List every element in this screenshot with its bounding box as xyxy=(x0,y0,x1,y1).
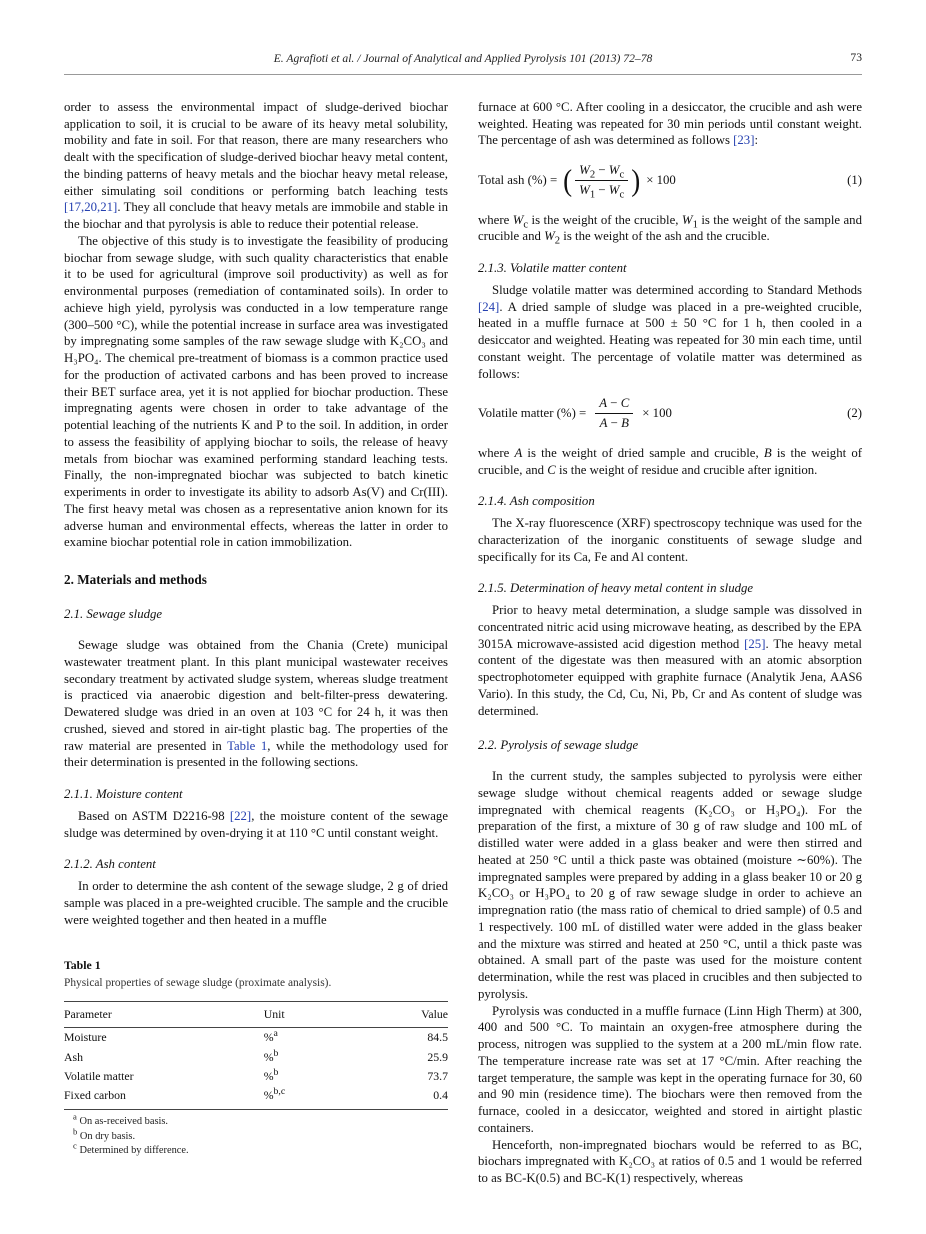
cell-unit: %$^b$ xyxy=(263,1047,279,1064)
paragraph: Sludge volatile matter was determined according to Standard Methods [24]. A dried sample of sludge was placed in a pre-weighted crucible, heated in a muffle furnace at 500 ± 50 °C for 1 h, then cooled in a desiccator and weighted. Heating was repeated for 30 min each time, until constant weight. The percentage of volatile matter was determined as follows: xyxy=(478,282,862,381)
paragraph: order to assess the environmental impact of sludge-derived biochar application to soil, it is crucial to be aware of its heavy metal solubility, mobility and fate in soil. For that reason, there are many researchers who dealt with the specification of sludge-derived biochar heavy metal content, the binding patterns of heavy metals and the biochar heavy metal release, either simulating soil conditions or performing batch leaching tests [17,20,21]. They all conclude that heavy metals are immobile and stable in the biochar and that pyrolysis is able to reduce their potential release. xyxy=(64,99,448,231)
subsection-heading-moisture-content: 2.1.1. Moisture content xyxy=(64,787,183,802)
table-1-grid xyxy=(64,1001,448,1110)
paragraph: The objective of this study is to investigate the feasibility of producing biochar from sewage sludge, with such quality characteristics that enable it to be used for agricultural (improve soil productivity) as well as for environmental purposes (remediation of contaminated soils). In order to achieve high yield, pyrolysis was conducted in a low temperature range (300–500 °C), while the potential increase in surface area was investigated by impregnating some samples of the raw sewage sludge with K₂CO₃ and H₃PO₄. The chemical pre-treatment of biomass is a common practice used for the production of activated carbons and has been proved to increase their BET surface area, yet it is not applied for biochar production. These impregnating agents were chosen in order to take advantage of the potential leaching of the nutrients K and P to the soil. In addition, in order to assess the feasibility of applying biochar to soils, the release of heavy metals from biochar was examined performing standard leaching tests. Finally, the non-impregnated biochar was subjected to batch kinetic experiments in order to investigate its ability to adsorb As(V) and Cr(III). The first heavy metal was chosen as a representative anion known for its adverse human and environmental effects, whereas the latter in order to examine biochar potential role in cation immobilization. xyxy=(64,233,448,550)
table-row xyxy=(64,1086,448,1109)
cell-value: 25.9 xyxy=(427,1049,448,1064)
table-header-value: Value xyxy=(379,1001,448,1027)
citation-link[interactable]: [17,20,21] xyxy=(64,200,118,215)
paragraph: where $W_c$ is the weight of the crucible, $W_1$ is the weight of the sample and crucible and $W_2$ is the weight of the ash and the crucible. xyxy=(478,212,862,247)
cell-parameter: Fixed carbon xyxy=(64,1086,264,1109)
fraction xyxy=(595,395,633,432)
citation-link[interactable]: [22] xyxy=(229,808,252,823)
cell-parameter: Volatile matter xyxy=(64,1069,134,1084)
table-1 xyxy=(64,958,448,1158)
cell-value: 0.4 xyxy=(379,1086,448,1109)
paragraph: Henceforth, non-impregnated biochars would be referred to as BC, biochars impregnated with K₂CO₃ at ratios of 0.5 and 1 would be referred to as BC-K(0.5) and BC-K(1) respectively, whereas xyxy=(478,1137,862,1185)
citation-link[interactable]: [24] xyxy=(478,299,500,314)
fraction-paren-open: ( xyxy=(563,162,573,197)
paragraph: In the current study, the samples subjected to pyrolysis were either sewage sludge without chemical reagents added or sewage sludge impregnated with chemical reagents (K₂CO₃ or H₃PO₄). For the preparation of the first, a mixture of 30 g of raw sludge and 100 mL of distilled water were added in a glass beaker and were then stirred and heated at 250 °C until a thick paste was obtained (moisture ∼60%). The impregnated samples were prepared by adding in a glass beaker 10 or 20 g K₂CO₃ or H₃PO₄ to 20 g of raw sewage sludge in order to achieve an impregnation ratio (the mass ratio of chemical to dried sample) of 0.5 and 1 respectively. 100 mL of distilled water were added in the glass beaker and the mixture was stirred and heated at 250 °C, until a thick paste was obtained. A small part of the paste was used for the moisture content determination, while the rest was placed in crucibles and then subjected to pyrolysis. xyxy=(478,769,862,1001)
citation-link[interactable]: [23] xyxy=(733,133,755,148)
paragraph: where A is the weight of dried sample and crucible, B is the weight of crucible, and C is the weight of residue and crucible after ignition. xyxy=(478,445,862,477)
cell-value: 84.5 xyxy=(427,1030,448,1045)
cell-unit: %$^{b,c}$ xyxy=(264,1086,379,1109)
section-heading-materials-methods: 2. Materials and methods xyxy=(64,572,207,587)
subsection-heading-ash-content: 2.1.2. Ash content xyxy=(64,857,156,872)
table-footnote: $^c$ Determined by difference. xyxy=(73,1140,189,1157)
fraction-denominator: $W_1 - W_c$ xyxy=(579,182,625,201)
equation-multiplier: × 100 xyxy=(646,172,676,187)
fraction-paren-close: ) xyxy=(631,162,641,197)
cell-parameter: Ash xyxy=(64,1049,84,1064)
left-column xyxy=(64,99,448,1187)
subsection-heading-volatile-matter: 2.1.3. Volatile matter content xyxy=(478,261,627,275)
paragraph: Pyrolysis was conducted in a muffle furnace (Linn High Therm) at 300, 400 and 500 °C. To maintain an oxygen-free atmosphere during the process, nitrogen was supplied to the system at a 200 mL/min flow rate. The temperature increase rate was set at 17 °C/min. After reaching the target temperature, the sample was kept in the operating furnace for 30, 60 and 90 min (residence time). The biochars were then removed from the furnace, cooled in a desiccator, weighted and stored in airtight plastic containers. xyxy=(478,1003,862,1135)
fraction-denominator: A − B xyxy=(599,416,629,430)
equation-1 xyxy=(478,162,862,199)
table-row xyxy=(64,1067,448,1086)
table-header-unit: Unit xyxy=(264,1001,379,1027)
table-1-link[interactable]: Table 1 xyxy=(227,738,268,753)
cell-parameter: Moisture xyxy=(64,1030,107,1045)
citation-link[interactable]: [25] xyxy=(744,636,766,651)
running-title: E. Agrafioti et al. / Journal of Analytical and Applied Pyrolysis 101 (2013) 72–78 xyxy=(273,52,653,65)
table-1-label: Table 1 xyxy=(64,958,101,973)
paragraph: Prior to heavy metal determination, a sludge sample was dissolved in concentrated nitric acid using microwave heating, as described by the EPA 3015A microwave-assisted acid digestion method [25]. The heavy metal content of the digestate was then measured with an atomic absorption spectrophotometer equipped with graphite furnace (Analytik Jena, AAS6 Vario). In this study, the Cd, Cu, Ni, Pb, Cr and As content of sludge was determined. xyxy=(478,603,862,718)
table-row xyxy=(64,1028,448,1048)
table-footnote: $^b$ On dry basis. xyxy=(73,1126,136,1142)
two-column-body xyxy=(64,99,862,1187)
table-header-row xyxy=(64,1001,448,1027)
cell-value: 73.7 xyxy=(427,1069,448,1084)
table-row xyxy=(64,1048,448,1067)
table-1-caption: Physical properties of sewage sludge (proximate analysis). xyxy=(64,976,332,989)
subsection-heading-ash-composition: 2.1.4. Ash composition xyxy=(478,494,595,509)
subsection-heading-heavy-metal-determination: 2.1.5. Determination of heavy metal content in sludge xyxy=(478,581,754,596)
paragraph: The X-ray fluorescence (XRF) spectroscopy technique was used for the characterization of the inorganic constituents of sewage sludge and specifically for its Ca, Fe and Al content. xyxy=(478,516,862,564)
equation-number: (2) xyxy=(847,406,862,421)
equation-number: (1) xyxy=(847,172,862,187)
page-number: 73 xyxy=(850,51,862,64)
fraction xyxy=(575,162,628,199)
cell-unit: %$^b$ xyxy=(263,1067,279,1084)
paragraph: furnace at 600 °C. After cooling in a desiccator, the crucible and ash were weighted. Heating was repeated for 30 min periods until constant weight. The percentage of ash was determined as follows [23]: xyxy=(478,99,862,148)
running-header xyxy=(64,50,862,75)
fraction-numerator: $W_2 - W_c$ xyxy=(575,162,628,181)
table-1-footnotes xyxy=(64,1111,448,1158)
subsection-heading-sewage-sludge: 2.1. Sewage sludge xyxy=(64,607,163,622)
paragraph: Based on ASTM D2216-98 [22], the moisture content of the sewage sludge was determined by oven-drying it at 110 °C until constant weight. xyxy=(64,808,448,840)
subsection-heading-pyrolysis: 2.2. Pyrolysis of sewage sludge xyxy=(478,738,639,753)
paragraph: In order to determine the ash content of the sewage sludge, 2 g of dried sample was placed in a pre-weighted crucible. The sample and the crucible were weighted together and then heated in a muffle xyxy=(64,879,448,927)
right-column xyxy=(478,99,862,1187)
equation-lhs: Total ash (%) = xyxy=(478,172,558,187)
fraction-numerator: A − C xyxy=(595,395,633,414)
cell-unit: %$^a$ xyxy=(263,1028,278,1045)
table-footnote: $^a$ On as-received basis. xyxy=(73,1111,169,1127)
table-header-parameter: Parameter xyxy=(64,1001,264,1027)
equation-lhs: Volatile matter (%) = xyxy=(478,406,587,421)
equation-multiplier: × 100 xyxy=(642,406,672,421)
equation-2 xyxy=(478,395,862,432)
paragraph: Sewage sludge was obtained from the Chania (Crete) municipal wastewater treatment plant. In this plant municipal wastewater receives secondary treatment by activated sludge system, whereas sludge treatment is practiced via anaerobic digestion and belt-filter-press dewatering. Dewatered sludge was dried in an oven at 103 °C for 24 h, it was then crushed, sieved and stored in air-tight plastic bag. The properties of the raw material are presented in Table 1, while the methodology used for their determination is presented in the following sections. xyxy=(64,638,448,770)
